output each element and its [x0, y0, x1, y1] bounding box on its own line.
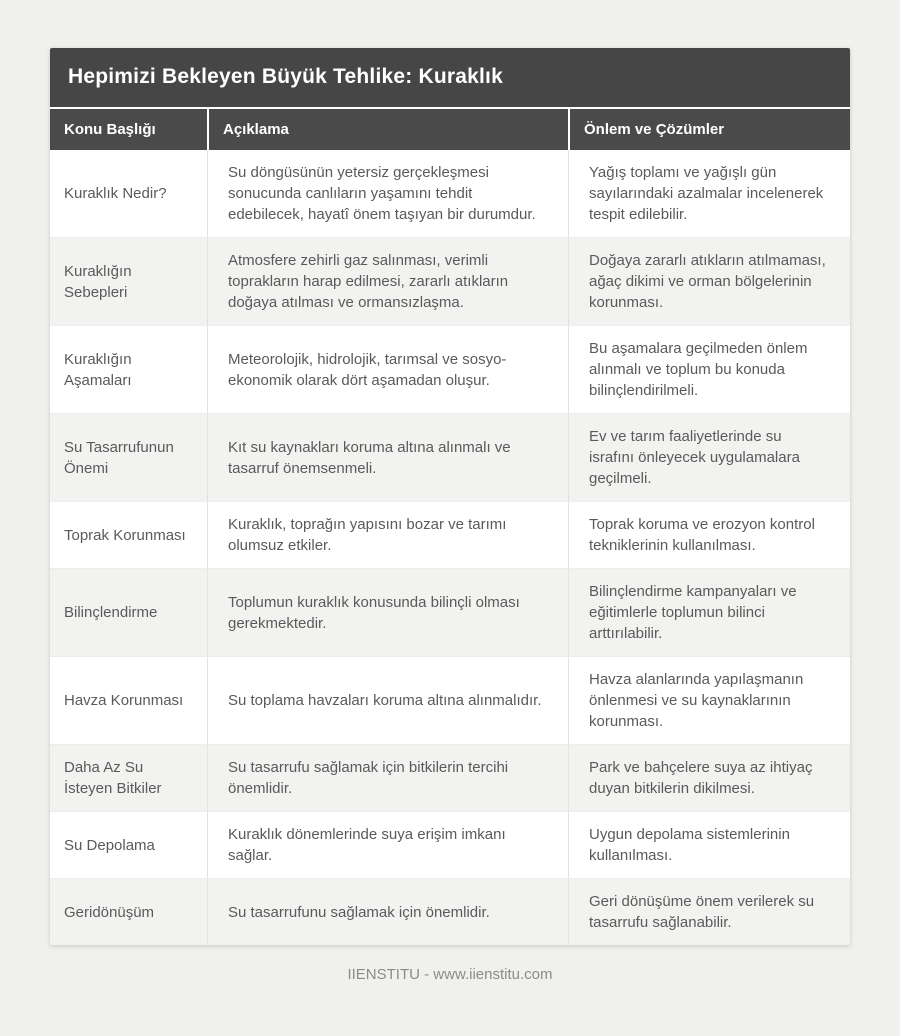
row-topic-cell: Kuraklığın Aşamaları: [64, 350, 132, 389]
row-solution-cell: Bilinçlendirme kampanyaları ve eğitimlerle toplumun bilinci arttırılabilir.: [568, 569, 850, 656]
table-row: [50, 744, 850, 811]
page-title: Hepimizi Bekleyen Büyük Tehlike: Kuraklık: [50, 48, 850, 107]
table-row: [50, 568, 850, 656]
row-topic-cell: Havza Korunması: [64, 692, 184, 709]
table-row: [50, 150, 850, 237]
row-topic-cell: Toprak Korunması: [64, 526, 186, 544]
column-header-description: Açıklama: [207, 109, 568, 150]
row-solution-cell: Toprak koruma ve erozyon kontrol tekniklerinin kullanılması.: [568, 502, 850, 568]
row-solution-cell: Uygun depolama sistemlerinin kullanılması.: [568, 812, 850, 878]
row-solution-cell: Doğaya zararlı atıkların atılmaması, ağaç dikimi ve orman bölgelerinin korunması.: [568, 238, 850, 325]
row-description-cell: Su toplama havzaları koruma altına alınmalıdır.: [207, 657, 568, 744]
table-row: [50, 501, 850, 568]
row-solution-cell: Ev ve tarım faaliyetlerinde su israfını önleyecek uygulamalara geçilmeli.: [568, 414, 850, 501]
footer-credit: IIENSTITU - www.iienstitu.com: [347, 966, 553, 983]
column-header-solutions: Önlem ve Çözümler: [568, 109, 850, 150]
row-topic-cell: Su Tasarrufunun Önemi: [64, 438, 174, 477]
drought-info-card: [50, 48, 850, 945]
row-description-cell: Su tasarrufunu sağlamak için önemlidir.: [207, 879, 568, 945]
row-topic-cell: Kuraklığın Sebepleri: [64, 262, 132, 301]
table-row: [50, 237, 850, 325]
table-row: [50, 325, 850, 413]
row-solution-cell: Park ve bahçelere suya az ihtiyaç duyan bitkilerin dikilmesi.: [568, 745, 850, 811]
row-description-cell: Kuraklık, toprağın yapısını bozar ve tarımı olumsuz etkiler.: [207, 502, 568, 568]
row-solution-cell: Havza alanlarında yapılaşmanın önlenmesi ve su kaynaklarının korunması.: [568, 657, 850, 744]
row-solution-cell: Yağış toplamı ve yağışlı gün sayılarındaki azalmalar incelenerek tespit edilebilir.: [568, 150, 850, 237]
table-row: [50, 811, 850, 878]
row-solution-cell: Bu aşamalara geçilmeden önlem alınmalı ve toplum bu konuda bilinçlendirilmeli.: [568, 326, 850, 413]
row-topic-cell: Geridönüşüm: [64, 903, 155, 921]
row-description-cell: Atmosfere zehirli gaz salınması, verimli toprakların harap edilmesi, zararlı atıkların doğaya atılması ve ormansızlaşma.: [207, 238, 568, 325]
table-row: [50, 656, 850, 744]
row-topic-cell: Su Depolama: [64, 836, 155, 854]
row-description-cell: Toplumun kuraklık konusunda bilinçli olması gerekmektedir.: [207, 569, 568, 656]
table-row: [50, 878, 850, 945]
row-description-cell: Su tasarrufu sağlamak için bitkilerin tercihi önemlidir.: [207, 745, 568, 811]
row-description-cell: Kuraklık dönemlerinde suya erişim imkanı sağlar.: [207, 812, 568, 878]
row-topic-cell: Kuraklık Nedir?: [64, 185, 167, 202]
table-header-row: [50, 109, 850, 150]
table-row: [50, 413, 850, 501]
row-solution-cell: Geri dönüşüme önem verilerek su tasarrufu sağlanabilir.: [568, 879, 850, 945]
table-body: [50, 150, 850, 945]
row-description-cell: Kıt su kaynakları koruma altına alınmalı ve tasarruf önemsenmeli.: [207, 414, 568, 501]
column-header-topic: Konu Başlığı: [50, 109, 207, 150]
row-topic-cell: Bilinçlendirme: [64, 604, 158, 621]
row-description-cell: Su döngüsünün yetersiz gerçekleşmesi sonucunda canlıların yaşamını tehdit edebilecek, hayatî önem taşıyan bir durumdur.: [207, 150, 568, 237]
row-description-cell: Meteorolojik, hidrolojik, tarımsal ve sosyo-ekonomik olarak dört aşamadan oluşur.: [207, 326, 568, 413]
row-topic-cell: Daha Az Su İsteyen Bitkiler: [64, 759, 162, 797]
